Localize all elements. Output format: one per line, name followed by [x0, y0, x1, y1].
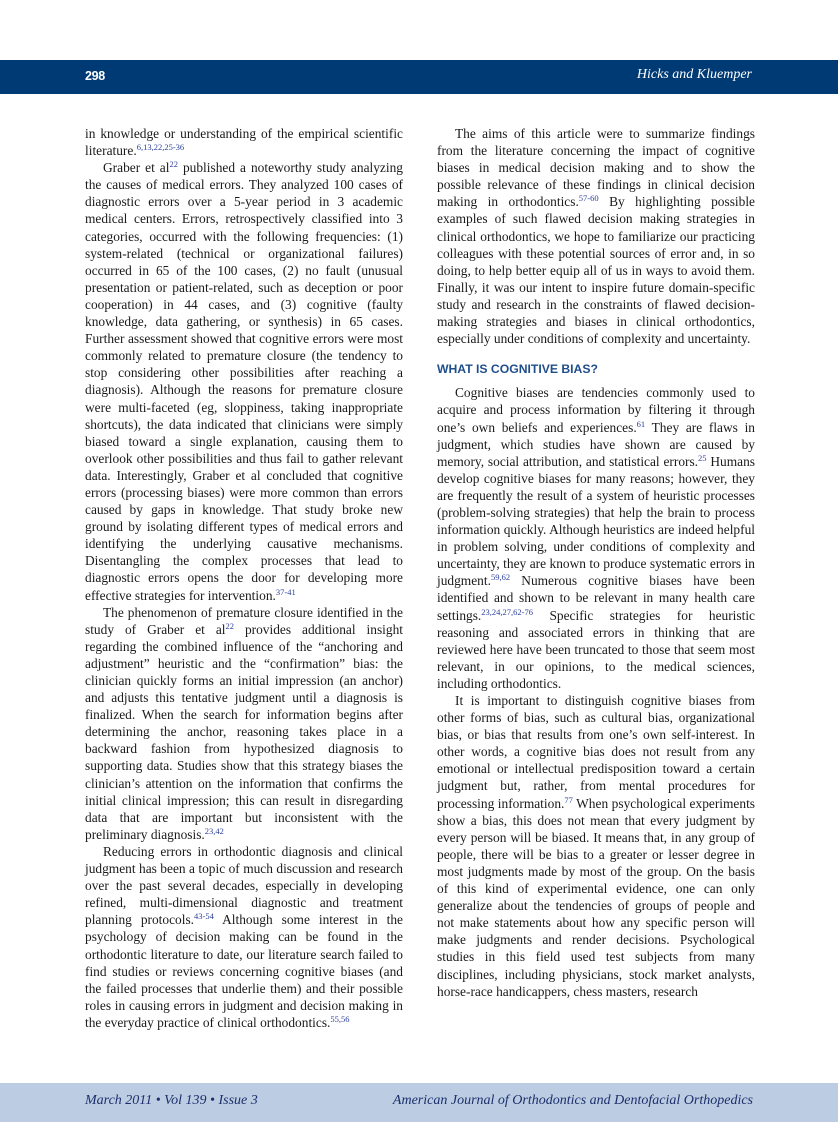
- reference-link[interactable]: 77: [564, 794, 573, 805]
- reference-link[interactable]: 6,13,22,25-36: [136, 142, 185, 153]
- paragraph: The phenomenon of premature closure identified in the study of Graber et $al^{22}$ provides additional insight regarding the combined influence of the “anchoring and adjustment” heuristic and the “confirmation” bias: the clinician quickly forms an initial impression (an anchor) and adjusts this tentative judgment until a diagnosis is finalized. When the search for information begins after determining the anchor, reasoning takes place in a backward fashion from hypothesized diagnosis to supporting data. Studies show that this strategy biases the clinician’s attention on the information that confirms the initial clinical impression; this can result in disregarding data that are important but inconsistent with the preliminary diagnosis.$^{23,42}$: [85, 604, 403, 842]
- reference-link[interactable]: 61: [636, 418, 646, 429]
- paragraph: Reducing errors in orthodontic diagnosis and clinical judgment has been a topic of much discussion and research over the past several decades, especially in developing refined, multi-dimensional diagnostic and treatment planning protocols.$^{43-54}$ Although some interest in the psychology of decision making can be found in the orthodontic literature to date, our literature search failed to find studies or reviews concerning cognitive biases (and the failed processes that underlie them) and their possible roles in causing errors in judgment and decision making in the everyday practice of clinical orthodontics.$^{55,56}$: [85, 843, 403, 1030]
- journal-title: American Journal of Orthodontics and Dentofacial Orthopedics: [392, 1093, 753, 1108]
- right-column: [437, 125, 755, 1000]
- reference-link[interactable]: 23,42: [204, 825, 224, 836]
- running-header: [0, 60, 838, 94]
- paragraph: Cognitive biases are tendencies commonly used to acquire and process information by filtering it through one’s own beliefs and experiences.$^{61}$ They are flaws in judgment, which studies have shown are caused by memory, social attribution, and statistical errors.$^{25}$ Humans develop cognitive biases for many reasons; however, they are frequently the result of a system of heuristic processes (problem-solving strategies) that help the brain to process information quickly. Although heuristics are indeed helpful in problem solving, under conditions of complexity and uncertainty, they are known to produce systematic errors in judgment.$^{59,62}$ Numerous cognitive biases have been identified and shown to be relevant in many health care settings.$^{23,24,27,62-76}$ Specific strategies for heuristic reasoning and associated errors in thinking that are reviewed here have been truncated to those that seem most relevant, in our opinions, to the medical sciences, including orthodontics.: [437, 385, 755, 691]
- paragraph: The aims of this article were to summarize findings from the literature concerning the impact of cognitive biases in medical decision making and to show the possible relevance of these findings in clinical decision making in orthodontics.$^{57-60}$ By highlighting possible examples of such flawed decision making strategies in clinical orthodontics, we hope to familiarize our practicing colleagues with these potential sources of error and, in so doing, to help better equip all of us in ways to avoid them. Finally, it was our intent to inspire future domain-specific study and research in the constraints of flawed decision-making strategies and biases in clinical orthodontics, especially under conditions of complexity and uncertainty.: [437, 126, 755, 347]
- reference-link[interactable]: 23,24,27,62-76: [481, 606, 533, 617]
- reference-link[interactable]: 37-41: [275, 586, 296, 597]
- reference-link[interactable]: 57-60: [578, 193, 599, 204]
- paragraph: in knowledge or understanding of the empirical scientific literature.$^{6,13,22,25-36}$: [85, 126, 403, 159]
- left-column: [85, 125, 403, 1031]
- paragraph: Graber et $al^{22}$ published a noteworthy study analyzing the causes of medical errors. They analyzed 100 cases of diagnostic errors over a 5-year period in 3 academic medical centers. Errors, retrospectively classified into 3 categories, occurred with the following frequencies: (1) system-related (technical or organizational failures) occurred in 65 of the 100 cases, (2) no fault (unusual presentation or patient-related, such as deception or poor cooperation) in 44 cases, and (3) cognitive (faulty knowledge, data gathering, or synthesis) in 65 cases. Further assessment showed that cognitive errors were most commonly related to premature closure (the tendency to stop considering other possibilities after reaching a diagnosis). Although the reasons for premature closure were multi-faceted (eg, sloppiness, taking inappropriate shortcuts), the data indicated that clinicians were simply biased toward a single explanation, causing them to overlook other possibilities and thus fail to gather relevant data. Interestingly, Graber et al concluded that cognitive errors (processing biases) were more common than errors caused by gaps in knowledge. That study broke new ground by isolating different types of medical errors and identifying the underlying causative mechanisms. Disentangling the complex processes that lead to diagnostic errors opens the door for developing more effective strategies for intervention.$^{37-41}$: [85, 159, 403, 603]
- running-head-authors: Hicks and Kluemper: [636, 67, 752, 82]
- paragraph: It is important to distinguish cognitive biases from other forms of bias, such as cultural bias, organizational bias, or bias that results from one’s own self-interest. In other words, a cognitive bias does not result from any emotional or intellectual predisposition toward a certain judgment but, rather, from mental procedures for processing information.$^{77}$ When psychological experiments show a bias, this does not mean that every judgment by every person will be biased. It means that, in any group of people, there will be bias to a greater or lesser degree in most judgments made by most of the group. On the basis of this kind of experimental evidence, one can only generalize about the tendencies of groups of people and not make statements about how any specific person will make judgments and render decisions. Psychological studies in this field used test subjects from many disciplines, including physicians, stock market analysts, horse-race handicappers, chess masters, research: [437, 693, 756, 999]
- reference-link[interactable]: 22: [169, 159, 178, 170]
- section-heading: WHAT IS COGNITIVE BIAS?: [437, 362, 598, 377]
- reference-link[interactable]: 22: [225, 620, 234, 631]
- reference-link[interactable]: 55,56: [330, 1013, 350, 1024]
- running-footer: [0, 1083, 838, 1122]
- reference-link[interactable]: 59,62: [490, 572, 511, 583]
- reference-link[interactable]: 43-54: [194, 911, 214, 922]
- page-number: 298: [85, 69, 105, 83]
- issue-info: March 2011 • Vol 139 • Issue 3: [85, 1093, 258, 1108]
- reference-link[interactable]: 25: [698, 452, 707, 463]
